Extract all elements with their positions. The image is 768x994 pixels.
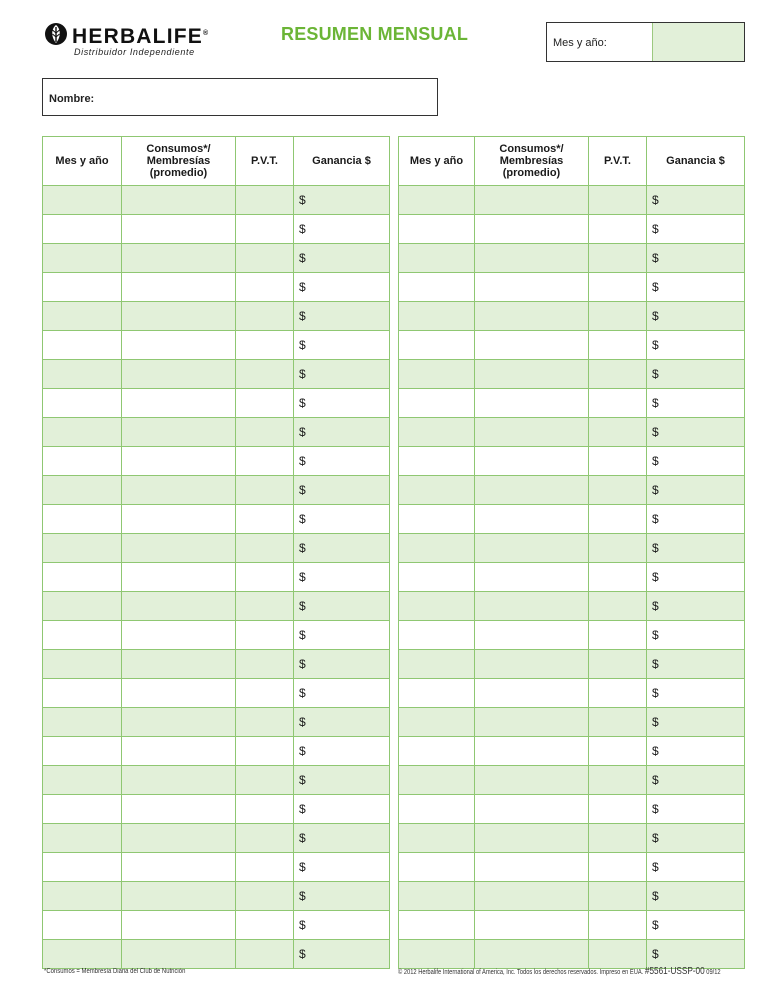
pvt-cell[interactable]: [589, 737, 647, 766]
earnings-cell[interactable]: $: [294, 853, 390, 882]
pvt-cell[interactable]: [236, 650, 294, 679]
earnings-cell[interactable]: $: [647, 824, 745, 853]
pvt-cell[interactable]: [236, 215, 294, 244]
consumption-cell[interactable]: [122, 360, 236, 389]
earnings-cell[interactable]: $: [647, 186, 745, 215]
pvt-cell[interactable]: [589, 679, 647, 708]
consumption-cell[interactable]: [475, 476, 589, 505]
pvt-cell[interactable]: [589, 476, 647, 505]
table-row: [399, 708, 745, 737]
table-row: [43, 360, 390, 389]
pvt-cell[interactable]: [589, 360, 647, 389]
pvt-cell[interactable]: [236, 737, 294, 766]
pvt-cell[interactable]: [236, 360, 294, 389]
earnings-cell[interactable]: $: [294, 795, 390, 824]
month-year-cell[interactable]: [399, 679, 475, 708]
month-year-cell[interactable]: [43, 418, 122, 447]
earnings-cell[interactable]: $: [647, 476, 745, 505]
month-year-cell[interactable]: [399, 389, 475, 418]
month-year-cell[interactable]: [399, 563, 475, 592]
earnings-cell[interactable]: $: [294, 563, 390, 592]
earnings-cell[interactable]: $: [647, 766, 745, 795]
pvt-cell[interactable]: [589, 708, 647, 737]
month-year-cell[interactable]: [399, 650, 475, 679]
table-row: [43, 447, 390, 476]
pvt-cell[interactable]: [236, 389, 294, 418]
pvt-cell[interactable]: [236, 302, 294, 331]
pvt-cell[interactable]: [589, 882, 647, 911]
consumption-cell[interactable]: [475, 766, 589, 795]
table-row: [399, 563, 745, 592]
table-row: [43, 853, 390, 882]
table-row: [399, 215, 745, 244]
summary-table-left: [42, 136, 390, 969]
table-row: [43, 244, 390, 273]
table-row: [43, 737, 390, 766]
pvt-cell[interactable]: [236, 621, 294, 650]
name-field[interactable]: [42, 78, 438, 116]
table-row: [43, 911, 390, 940]
pvt-cell[interactable]: [589, 186, 647, 215]
pvt-cell[interactable]: [589, 273, 647, 302]
consumption-cell[interactable]: [122, 940, 236, 969]
brand-name: HERBALIFE®: [72, 25, 209, 48]
pvt-cell[interactable]: [236, 505, 294, 534]
consumption-cell[interactable]: [475, 389, 589, 418]
earnings-cell[interactable]: $: [294, 331, 390, 360]
earnings-cell[interactable]: $: [647, 737, 745, 766]
pvt-cell[interactable]: [236, 331, 294, 360]
pvt-cell[interactable]: [589, 563, 647, 592]
earnings-cell[interactable]: $: [647, 911, 745, 940]
consumption-cell[interactable]: [122, 708, 236, 737]
table-row: [399, 882, 745, 911]
pvt-cell[interactable]: [236, 244, 294, 273]
pvt-cell[interactable]: [236, 563, 294, 592]
consumption-cell[interactable]: [122, 418, 236, 447]
earnings-cell[interactable]: $: [294, 592, 390, 621]
month-year-field[interactable]: [652, 23, 744, 61]
table-row: [399, 650, 745, 679]
consumption-cell[interactable]: [122, 679, 236, 708]
table-row: [399, 273, 745, 302]
month-year-cell[interactable]: [399, 447, 475, 476]
pvt-cell[interactable]: [589, 592, 647, 621]
table-row: [43, 940, 390, 969]
table-row: [399, 795, 745, 824]
pvt-cell[interactable]: [236, 824, 294, 853]
table-row: [43, 621, 390, 650]
earnings-cell[interactable]: $: [294, 389, 390, 418]
table-header-row: [43, 137, 390, 186]
table-row: [43, 708, 390, 737]
consumption-cell[interactable]: [475, 418, 589, 447]
month-year-cell[interactable]: [43, 882, 122, 911]
earnings-cell[interactable]: $: [647, 679, 745, 708]
earnings-cell[interactable]: $: [647, 389, 745, 418]
pvt-cell[interactable]: [589, 331, 647, 360]
month-year-box: [546, 22, 745, 62]
earnings-cell[interactable]: $: [647, 592, 745, 621]
consumption-cell[interactable]: [475, 447, 589, 476]
consumption-cell[interactable]: [475, 273, 589, 302]
page-title: RESUMEN MENSUAL: [281, 24, 469, 44]
consumption-cell[interactable]: [122, 273, 236, 302]
pvt-cell[interactable]: [589, 940, 647, 969]
month-year-cell[interactable]: [43, 273, 122, 302]
earnings-cell[interactable]: $: [647, 418, 745, 447]
month-year-cell[interactable]: [399, 795, 475, 824]
consumption-cell[interactable]: [475, 911, 589, 940]
month-year-cell[interactable]: [43, 650, 122, 679]
pvt-cell[interactable]: [589, 795, 647, 824]
pvt-cell[interactable]: [236, 273, 294, 302]
table-row: [43, 534, 390, 563]
earnings-cell[interactable]: $: [294, 534, 390, 563]
consumption-cell[interactable]: [122, 766, 236, 795]
earnings-cell[interactable]: $: [647, 563, 745, 592]
earnings-cell[interactable]: $: [647, 882, 745, 911]
pvt-cell[interactable]: [589, 389, 647, 418]
table-row: [43, 273, 390, 302]
table-row: [43, 679, 390, 708]
consumption-cell[interactable]: [475, 940, 589, 969]
table-row: [399, 621, 745, 650]
month-year-cell[interactable]: [399, 476, 475, 505]
earnings-cell[interactable]: $: [647, 853, 745, 882]
table-row: [399, 766, 745, 795]
month-year-cell[interactable]: [399, 273, 475, 302]
table-row: [43, 476, 390, 505]
consumption-cell[interactable]: [122, 302, 236, 331]
earnings-cell[interactable]: $: [647, 360, 745, 389]
pvt-cell[interactable]: [589, 911, 647, 940]
table-row: [399, 505, 745, 534]
consumption-cell[interactable]: [122, 592, 236, 621]
consumption-cell[interactable]: [122, 563, 236, 592]
pvt-cell[interactable]: [236, 534, 294, 563]
pvt-cell[interactable]: [589, 766, 647, 795]
footnote: *Consumos = Membresía Diaria del Club de Nutrición: [44, 968, 186, 975]
name-label: Nombre:: [49, 93, 95, 105]
month-year-cell[interactable]: [43, 592, 122, 621]
table-body: [43, 186, 390, 969]
consumption-cell[interactable]: [475, 650, 589, 679]
table-row: [399, 302, 745, 331]
earnings-cell[interactable]: $: [647, 708, 745, 737]
table-row: [43, 592, 390, 621]
consumption-cell[interactable]: [475, 505, 589, 534]
column-header: P.V.T.: [589, 137, 647, 186]
earnings-cell[interactable]: $: [294, 273, 390, 302]
table-row: [399, 389, 745, 418]
month-year-cell[interactable]: [399, 621, 475, 650]
month-year-cell[interactable]: [399, 418, 475, 447]
herbalife-logo: [44, 22, 214, 58]
month-year-cell[interactable]: [43, 563, 122, 592]
earnings-cell[interactable]: $: [294, 302, 390, 331]
column-header: Mes y año: [43, 137, 122, 186]
consumption-cell[interactable]: [122, 882, 236, 911]
month-year-cell[interactable]: [399, 882, 475, 911]
month-year-cell[interactable]: [399, 592, 475, 621]
consumption-cell[interactable]: [475, 563, 589, 592]
consumption-cell[interactable]: [122, 476, 236, 505]
month-year-cell[interactable]: [43, 911, 122, 940]
earnings-cell[interactable]: $: [294, 360, 390, 389]
consumption-cell[interactable]: [475, 882, 589, 911]
table-row: [43, 389, 390, 418]
earnings-cell[interactable]: $: [647, 534, 745, 563]
month-year-cell[interactable]: [43, 534, 122, 563]
column-header: Ganancia $: [647, 137, 745, 186]
month-year-cell[interactable]: [43, 302, 122, 331]
consumption-cell[interactable]: [122, 650, 236, 679]
month-year-cell[interactable]: [399, 940, 475, 969]
month-year-cell[interactable]: [43, 824, 122, 853]
table-header-row: [399, 137, 745, 186]
pvt-cell[interactable]: [589, 621, 647, 650]
earnings-cell[interactable]: $: [294, 882, 390, 911]
month-year-cell[interactable]: [399, 302, 475, 331]
earnings-cell[interactable]: $: [294, 708, 390, 737]
month-year-cell[interactable]: [43, 186, 122, 215]
month-year-cell[interactable]: [43, 621, 122, 650]
consumption-cell[interactable]: [122, 795, 236, 824]
pvt-cell[interactable]: [236, 592, 294, 621]
table-body: [399, 186, 745, 969]
earnings-cell[interactable]: $: [294, 215, 390, 244]
earnings-cell[interactable]: $: [647, 215, 745, 244]
table-row: [43, 824, 390, 853]
month-year-cell[interactable]: [399, 244, 475, 273]
form-number: #5561-USSP-00: [644, 966, 705, 977]
consumption-cell[interactable]: [475, 331, 589, 360]
pvt-cell[interactable]: [589, 505, 647, 534]
pvt-cell[interactable]: [236, 418, 294, 447]
consumption-cell[interactable]: [122, 621, 236, 650]
pvt-cell[interactable]: [589, 534, 647, 563]
table-row: [43, 563, 390, 592]
earnings-cell[interactable]: $: [647, 940, 745, 969]
consumption-cell[interactable]: [122, 853, 236, 882]
table-row: [399, 186, 745, 215]
month-year-cell[interactable]: [43, 389, 122, 418]
month-year-cell[interactable]: [399, 360, 475, 389]
pvt-cell[interactable]: [589, 244, 647, 273]
consumption-cell[interactable]: [475, 360, 589, 389]
earnings-cell[interactable]: $: [294, 824, 390, 853]
table-row: [399, 853, 745, 882]
table-row: [43, 331, 390, 360]
table-row: [399, 447, 745, 476]
earnings-cell[interactable]: $: [294, 621, 390, 650]
consumption-cell[interactable]: [122, 186, 236, 215]
month-year-cell[interactable]: [399, 737, 475, 766]
pvt-cell[interactable]: [236, 853, 294, 882]
consumption-cell[interactable]: [122, 737, 236, 766]
table-row: [399, 824, 745, 853]
consumption-cell[interactable]: [122, 824, 236, 853]
table-row: [43, 302, 390, 331]
consumption-cell[interactable]: [475, 534, 589, 563]
pvt-cell[interactable]: [236, 186, 294, 215]
consumption-cell[interactable]: [475, 795, 589, 824]
earnings-cell[interactable]: $: [294, 418, 390, 447]
earnings-cell[interactable]: $: [294, 650, 390, 679]
earnings-cell[interactable]: $: [647, 505, 745, 534]
table-row: [399, 244, 745, 273]
earnings-cell[interactable]: $: [647, 331, 745, 360]
consumption-cell[interactable]: [475, 244, 589, 273]
earnings-cell[interactable]: $: [294, 244, 390, 273]
pvt-cell[interactable]: [236, 795, 294, 824]
consumption-cell[interactable]: [122, 505, 236, 534]
earnings-cell[interactable]: $: [647, 650, 745, 679]
month-year-cell[interactable]: [43, 244, 122, 273]
table-row: [399, 476, 745, 505]
consumption-cell[interactable]: [122, 911, 236, 940]
pvt-cell[interactable]: [236, 911, 294, 940]
table-row: [43, 795, 390, 824]
month-year-cell[interactable]: [43, 940, 122, 969]
pvt-cell[interactable]: [589, 302, 647, 331]
table-row: [399, 679, 745, 708]
earnings-cell[interactable]: $: [294, 737, 390, 766]
earnings-cell[interactable]: $: [647, 244, 745, 273]
month-year-cell[interactable]: [399, 331, 475, 360]
consumption-cell[interactable]: [122, 331, 236, 360]
month-year-cell[interactable]: [43, 737, 122, 766]
column-header: P.V.T.: [236, 137, 294, 186]
pvt-cell[interactable]: [589, 824, 647, 853]
month-year-cell[interactable]: [43, 331, 122, 360]
earnings-cell[interactable]: $: [294, 505, 390, 534]
pvt-cell[interactable]: [589, 650, 647, 679]
month-year-cell[interactable]: [43, 766, 122, 795]
month-year-cell[interactable]: [399, 505, 475, 534]
consumption-cell[interactable]: [475, 708, 589, 737]
table-row: [399, 737, 745, 766]
pvt-cell[interactable]: [236, 766, 294, 795]
table-row: [399, 592, 745, 621]
earnings-cell[interactable]: $: [294, 447, 390, 476]
consumption-cell[interactable]: [475, 679, 589, 708]
earnings-cell[interactable]: $: [647, 621, 745, 650]
column-header: Ganancia $: [294, 137, 390, 186]
table-row: [43, 505, 390, 534]
pvt-cell[interactable]: [589, 447, 647, 476]
month-year-cell[interactable]: [399, 534, 475, 563]
table-row: [43, 882, 390, 911]
month-year-cell[interactable]: [399, 824, 475, 853]
consumption-cell[interactable]: [475, 215, 589, 244]
month-year-cell[interactable]: [399, 186, 475, 215]
pvt-cell[interactable]: [236, 882, 294, 911]
table-row: [43, 186, 390, 215]
consumption-cell[interactable]: [122, 534, 236, 563]
pvt-cell[interactable]: [236, 708, 294, 737]
month-year-cell[interactable]: [43, 795, 122, 824]
earnings-cell[interactable]: $: [294, 766, 390, 795]
month-year-cell[interactable]: [43, 447, 122, 476]
table-row: [399, 331, 745, 360]
consumption-cell[interactable]: [475, 853, 589, 882]
month-year-cell[interactable]: [399, 766, 475, 795]
pvt-cell[interactable]: [589, 418, 647, 447]
summary-table-right: [398, 136, 745, 969]
table-row: [43, 215, 390, 244]
month-year-cell[interactable]: [43, 215, 122, 244]
consumption-cell[interactable]: [475, 592, 589, 621]
month-year-cell[interactable]: [399, 911, 475, 940]
column-header: Mes y año: [399, 137, 475, 186]
table-row: [43, 766, 390, 795]
brand-subtitle: Distribuidor Independiente: [74, 47, 195, 57]
consumption-cell[interactable]: [122, 244, 236, 273]
pvt-cell[interactable]: [236, 447, 294, 476]
month-year-cell[interactable]: [43, 708, 122, 737]
column-header: Consumos*/ Membresías (promedio): [122, 137, 236, 186]
month-year-cell[interactable]: [399, 708, 475, 737]
consumption-cell[interactable]: [475, 302, 589, 331]
table-row: [399, 418, 745, 447]
date-code: 09/12: [706, 969, 721, 976]
pvt-cell[interactable]: [236, 476, 294, 505]
earnings-cell[interactable]: $: [647, 273, 745, 302]
month-year-cell[interactable]: [43, 476, 122, 505]
consumption-cell[interactable]: [475, 824, 589, 853]
month-year-cell[interactable]: [399, 853, 475, 882]
earnings-cell[interactable]: $: [294, 476, 390, 505]
table-row: [43, 418, 390, 447]
consumption-cell[interactable]: [122, 389, 236, 418]
earnings-cell[interactable]: $: [294, 679, 390, 708]
consumption-cell[interactable]: [122, 447, 236, 476]
consumption-cell[interactable]: [122, 215, 236, 244]
month-year-cell[interactable]: [43, 679, 122, 708]
copyright-line: [398, 966, 721, 977]
pvt-cell[interactable]: [589, 853, 647, 882]
copyright-text: © 2012 Herbalife International of America, Inc. Todos los derechos reservados. Impreso en EUA.: [398, 969, 644, 976]
table-row: [399, 534, 745, 563]
month-year-label: Mes y año:: [553, 37, 607, 49]
pvt-cell[interactable]: [589, 215, 647, 244]
month-year-cell[interactable]: [399, 215, 475, 244]
earnings-cell[interactable]: $: [294, 911, 390, 940]
earnings-cell[interactable]: $: [647, 447, 745, 476]
consumption-cell[interactable]: [475, 186, 589, 215]
pvt-cell[interactable]: [236, 679, 294, 708]
earnings-cell[interactable]: $: [647, 795, 745, 824]
month-year-cell[interactable]: [43, 853, 122, 882]
consumption-cell[interactable]: [475, 737, 589, 766]
table-row: [399, 911, 745, 940]
earnings-cell[interactable]: $: [294, 186, 390, 215]
table-row: [399, 360, 745, 389]
consumption-cell[interactable]: [475, 621, 589, 650]
earnings-cell[interactable]: $: [647, 302, 745, 331]
month-year-cell[interactable]: [43, 505, 122, 534]
earnings-cell[interactable]: $: [294, 940, 390, 969]
month-year-cell[interactable]: [43, 360, 122, 389]
herbalife-leaf-icon: [44, 22, 68, 46]
pvt-cell[interactable]: [236, 940, 294, 969]
table-row: [43, 650, 390, 679]
column-header: Consumos*/ Membresías (promedio): [475, 137, 589, 186]
table-row: [399, 940, 745, 969]
